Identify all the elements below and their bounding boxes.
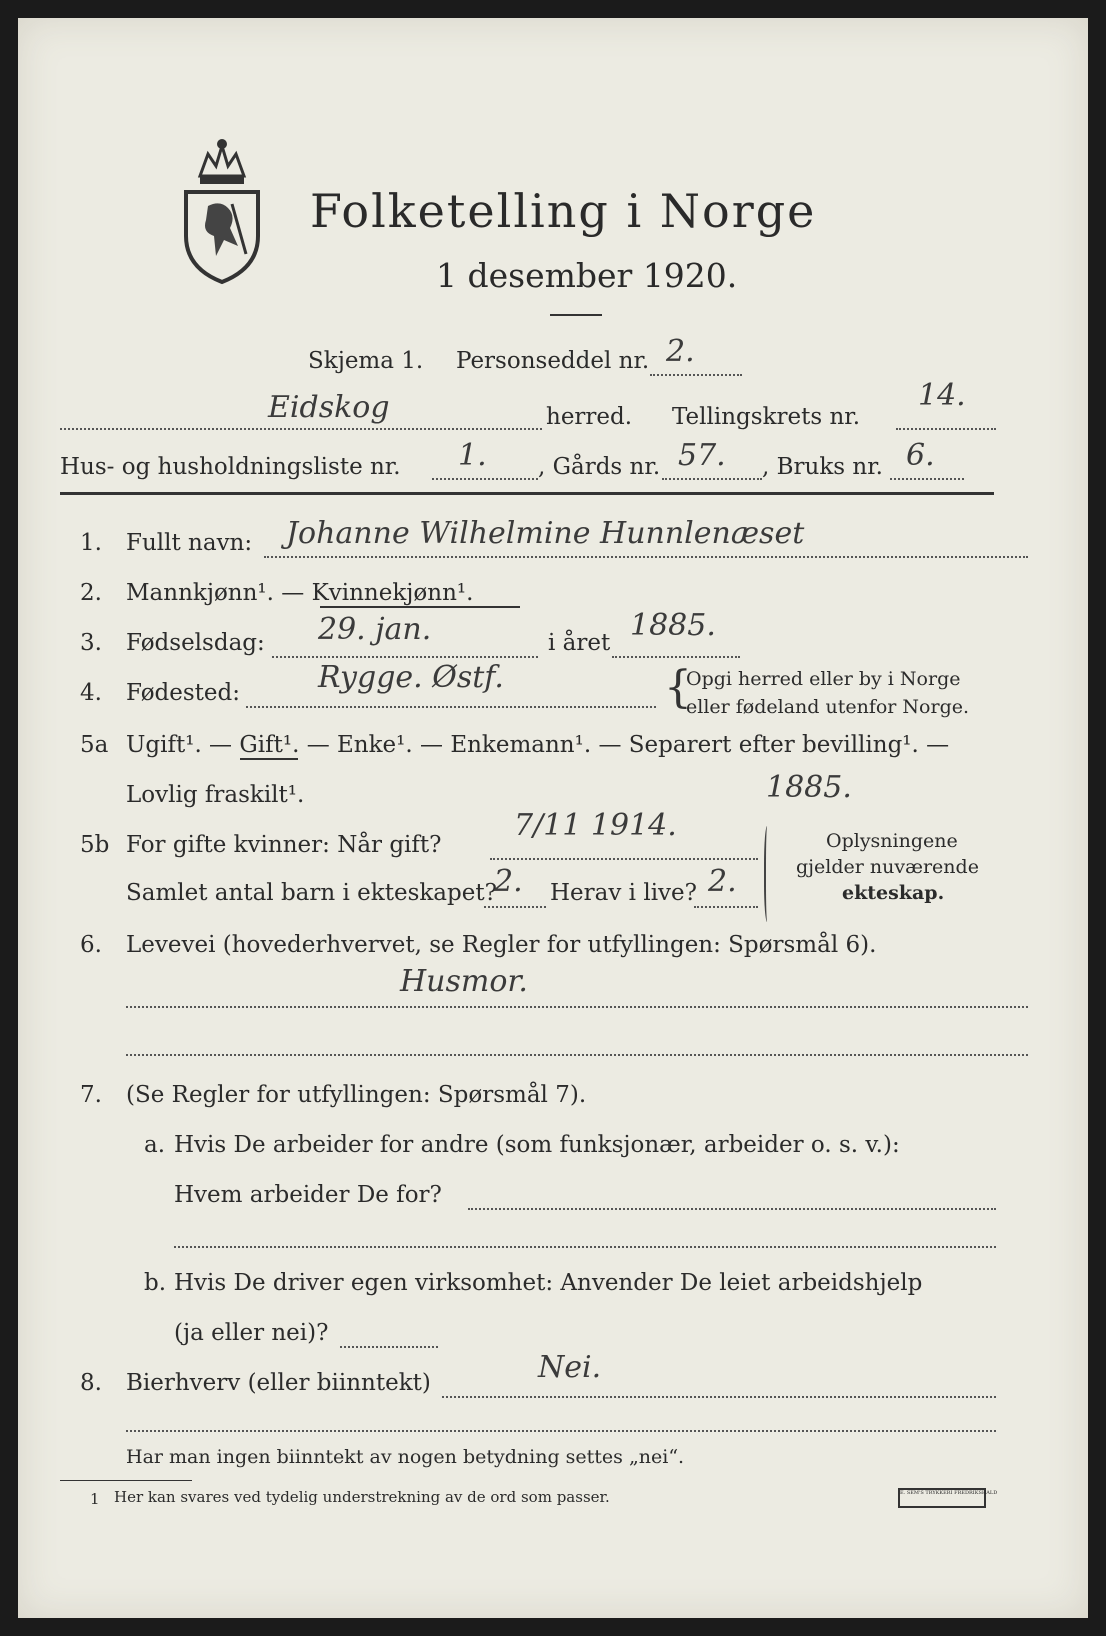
q5a-label-2: Lovlig fraskilt¹. <box>126 782 305 808</box>
q4-line <box>246 706 656 708</box>
q2-number: 2. <box>80 580 102 606</box>
q5b-note-2: gjelder nuværende <box>796 856 979 878</box>
birth-year-value[interactable]: 1885. <box>630 608 716 643</box>
q8-label: Bierhverv (eller biinntekt) <box>126 1370 431 1396</box>
full-name-value[interactable]: Johanne Wilhelmine Hunnlenæset <box>286 516 805 551</box>
bruks-line <box>890 478 964 480</box>
footnote-rule <box>60 1480 192 1481</box>
q1-label: Fullt navn: <box>126 530 253 556</box>
herred-label: herred. <box>546 404 633 430</box>
q7a-line-1 <box>468 1208 996 1210</box>
q6-line-2 <box>126 1054 1028 1056</box>
q5a-label: Ugift¹. — Gift¹. — Enke¹. — Enkemann¹. — Separert efter bevilling¹. — <box>126 732 950 758</box>
q1-number: 1. <box>80 530 102 556</box>
title-rule <box>550 314 602 316</box>
q7b-line <box>340 1346 438 1348</box>
q3-line <box>272 656 538 658</box>
q4-note-2: eller fødeland utenfor Norge. <box>686 696 970 718</box>
q5b-note-3: ekteskap. <box>842 882 945 904</box>
personseddel-value[interactable]: 2. <box>666 334 695 369</box>
q5b-number: 5b <box>80 832 110 858</box>
side-income-value[interactable]: Nei. <box>538 1350 602 1385</box>
printer-stamp: E. SEM'S TRYKKERI FREDRIKSHALD <box>898 1488 986 1508</box>
birthday-value[interactable]: 29. jan. <box>318 612 432 647</box>
tellingskrets-label: Tellingskrets nr. <box>672 404 861 430</box>
children-alive-value[interactable]: 2. <box>708 864 737 899</box>
q7a-label-2: Hvem arbeider De for? <box>174 1182 442 1208</box>
q1-line <box>264 556 1028 558</box>
q3-year-label: i året <box>548 630 611 656</box>
q7b-label: Hvis De driver egen virksomhet: Anvender De leiet arbeidshjelp <box>174 1270 923 1296</box>
header-divider <box>60 492 994 495</box>
children-count-value[interactable]: 2. <box>494 864 523 899</box>
q7a-number: a. <box>144 1132 166 1158</box>
gift-underline <box>240 758 298 760</box>
kvinnekjonn-underline <box>320 606 520 608</box>
coat-of-arms-icon <box>180 136 264 286</box>
tellingskrets-value[interactable]: 14. <box>918 378 966 413</box>
q5a-annotation: 1885. <box>766 770 852 805</box>
q5b-alive-label: Herav i live? <box>550 880 697 906</box>
gards-label: , Gårds nr. <box>538 454 661 480</box>
bruks-label: , Bruks nr. <box>762 454 883 480</box>
q8-line <box>442 1396 996 1398</box>
q3-number: 3. <box>80 630 102 656</box>
bruks-value[interactable]: 6. <box>906 438 935 473</box>
gards-value[interactable]: 57. <box>678 438 726 473</box>
q4-number: 4. <box>80 680 102 706</box>
q5a-number: 5a <box>80 732 109 758</box>
q5b-note-1: Oplysningene <box>826 830 958 852</box>
footnote-mark: 1 <box>90 1490 100 1508</box>
q5b-alive-line <box>694 906 758 908</box>
q7-label: (Se Regler for utfyllingen: Spørsmål 7). <box>126 1082 587 1108</box>
q4-brace: { <box>664 662 692 713</box>
birthplace-value[interactable]: Rygge. Østf. <box>318 660 504 695</box>
form-title: Folketelling i Norge <box>310 184 817 238</box>
hus-value[interactable]: 1. <box>458 438 487 473</box>
census-form-page <box>18 18 1088 1618</box>
gards-line <box>662 478 762 480</box>
q5b-children-line <box>484 906 546 908</box>
q4-label: Fødested: <box>126 680 241 706</box>
q6-label: Levevei (hovederhvervet, se Regler for utfyllingen: Spørsmål 6). <box>126 932 877 958</box>
q6-line-1 <box>126 1006 1028 1008</box>
q8-line-2 <box>126 1430 996 1432</box>
q7b-label-2: (ja eller nei)? <box>174 1320 329 1346</box>
q5b-line <box>490 858 758 860</box>
marriage-date-value[interactable]: 7/11 1914. <box>514 808 677 843</box>
q3-year-line <box>612 656 740 658</box>
q7b-number: b. <box>144 1270 167 1296</box>
q6-number: 6. <box>80 932 102 958</box>
herred-value[interactable]: Eidskog <box>268 390 390 425</box>
footer-note: Har man ingen biinntekt av nogen betydning settes „nei“. <box>126 1446 685 1468</box>
hus-label: Hus- og husholdningsliste nr. <box>60 454 401 480</box>
q5b-children-label: Samlet antal barn i ekteskapet? <box>126 880 497 906</box>
personseddel-label: Personseddel nr. <box>456 348 650 374</box>
q7-number: 7. <box>80 1082 102 1108</box>
q8-number: 8. <box>80 1370 102 1396</box>
occupation-value[interactable]: Husmor. <box>400 964 528 999</box>
q2-label: Mannkjønn¹. — Kvinnekjønn¹. <box>126 580 474 606</box>
personseddel-line <box>650 374 742 376</box>
q7a-line-2 <box>174 1246 996 1248</box>
herred-line <box>60 428 542 430</box>
q4-note-1: Opgi herred eller by i Norge <box>686 668 961 690</box>
hus-line <box>432 478 538 480</box>
skjema-label: Skjema 1. <box>308 348 424 374</box>
q3-label: Fødselsdag: <box>126 630 265 656</box>
q7a-label: Hvis De arbeider for andre (som funksjonær, arbeider o. s. v.): <box>174 1132 900 1158</box>
q5b-label: For gifte kvinner: Når gift? <box>126 832 442 858</box>
q5b-bracket <box>764 826 772 922</box>
census-date: 1 desember 1920. <box>436 256 738 295</box>
tellingskrets-line <box>896 428 996 430</box>
footnote-text: Her kan svares ved tydelig understrekning av de ord som passer. <box>114 1488 610 1506</box>
